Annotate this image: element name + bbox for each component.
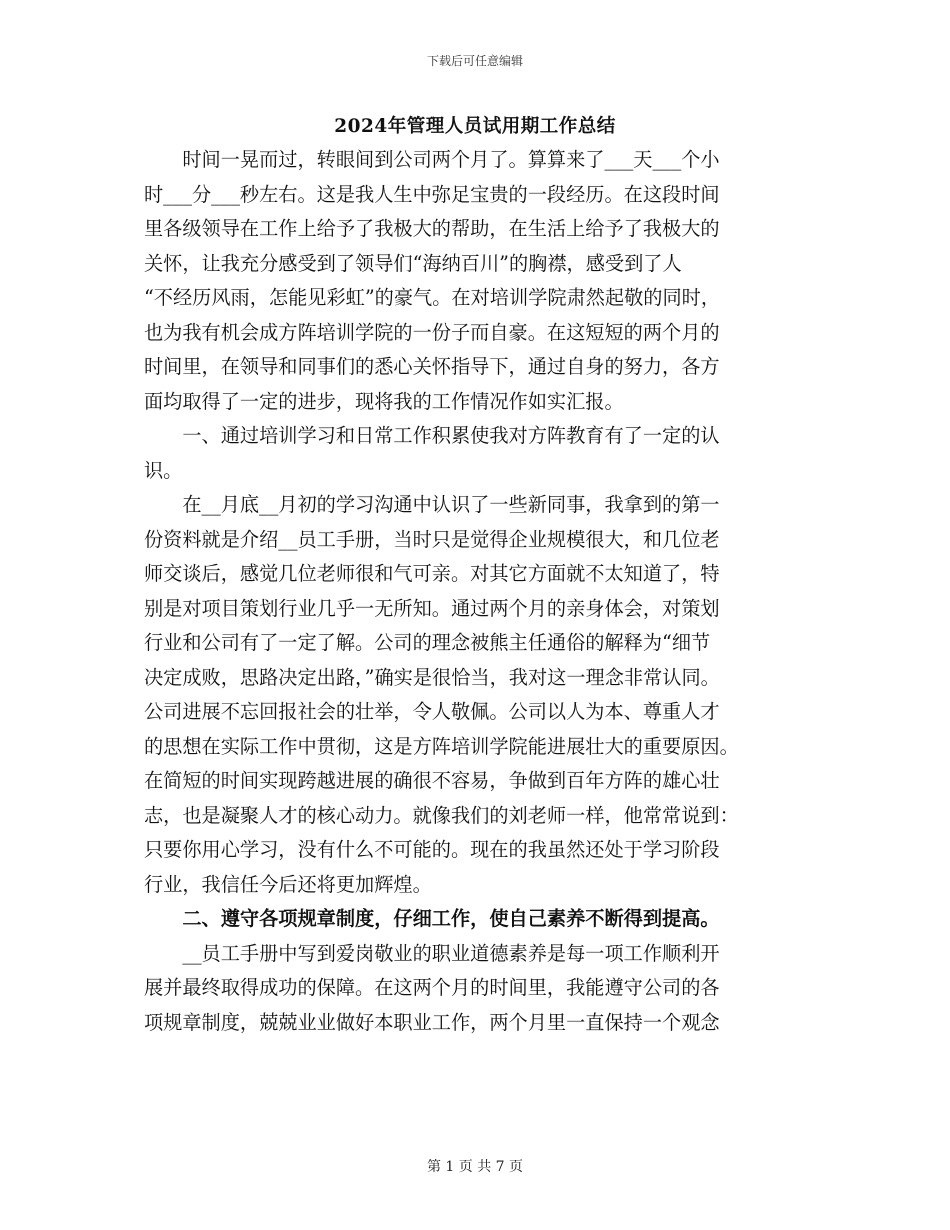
body-line: 份资料就是介绍__员工手册，当时只是觉得企业规模很大，和几位老 xyxy=(144,527,720,551)
section-heading-1-line: 一、通过培训学习和日常工作积累使我对方阵教育有了一定的认 xyxy=(144,424,720,447)
body-line: 师交谈后，感觉几位老师很和气可亲。对其它方面就不太知道了，特 xyxy=(144,562,720,585)
body-line: __员工手册中写到爱岗敬业的职业道德素养是每一项工作顺利开 xyxy=(144,941,720,965)
section-heading-1-line: 识。 xyxy=(144,458,183,482)
body-line: 志，也是凝聚人才的核心动力。就像我们的刘老师一样，他常常说到： xyxy=(144,803,739,827)
body-line: 关怀，让我充分感受到了领导们“海纳百川”的胸襟，感受到了人 xyxy=(144,251,682,275)
body-line: 在简短的时间实现跨越进展的确很不容易，争做到百年方阵的雄心壮 xyxy=(144,769,720,792)
body-line: 决定成败，思路决定出路，”确实是很恰当，我对这一理念非常认同。 xyxy=(144,665,720,689)
body-line: 公司进展不忘回报社会的壮举，令人敬佩。公司以人为本、尊重人才 xyxy=(144,700,720,723)
body-line: 里各级领导在工作上给予了我极大的帮助，在生活上给予了我极大的 xyxy=(144,217,720,240)
body-line: 行业和公司有了一定了解。公司的理念被熊主任通俗的解释为“细节 xyxy=(144,631,711,654)
document-body xyxy=(144,143,810,1040)
body-line: 时___分___秒左右。这是我人生中弥足宝贵的一段经历。在这段时间 xyxy=(144,182,720,206)
page-header-note: 下载后可任意编辑 xyxy=(426,54,523,68)
body-line: 面均取得了一定的进步，现将我的工作情况作如实汇报。 xyxy=(144,389,624,413)
body-line: 行业，我信任今后还将更加辉煌。 xyxy=(144,872,432,896)
body-line: 时间里，在领导和同事们的悉心关怀指导下，通过自身的努力，各方 xyxy=(144,355,720,378)
body-line: 项规章制度，兢兢业业做好本职业工作，两个月里一直保持一个观念 xyxy=(144,1010,720,1034)
body-line: 也为我有机会成方阵培训学院的一份子而自豪。在这短短的两个月的 xyxy=(144,320,720,344)
section-heading-2: 二、遵守各项规章制度，仔细工作，使自己素养不断得到提高。 xyxy=(144,907,720,930)
body-line: 在__月底__月初的学习沟通中认识了一些新同事，我拿到的第一 xyxy=(144,493,720,516)
body-line: 的思想在实际工作中贯彻，这是方阵培训学院能进展壮大的重要原因。 xyxy=(144,734,739,758)
body-line: 别是对项目策划行业几乎一无所知。通过两个月的亲身体会，对策划 xyxy=(144,596,720,620)
page-number-footer: 第 1 页 共 7 页 xyxy=(426,1159,524,1175)
body-line: 展并最终取得成功的保障。在这两个月的时间里，我能遵守公司的各 xyxy=(144,976,720,999)
document-title: 2024年管理人员试用期工作总结 xyxy=(334,116,616,137)
body-line: 只要你用心学习，没有什么不可能的。现在的我虽然还处于学习阶段 xyxy=(144,838,720,861)
body-line: 时间一晃而过，转眼间到公司两个月了。算算来了___天___个小 xyxy=(144,148,720,171)
body-line: “不经历风雨，怎能见彩虹”的豪气。在对培训学院肃然起敬的同时， xyxy=(144,286,721,309)
